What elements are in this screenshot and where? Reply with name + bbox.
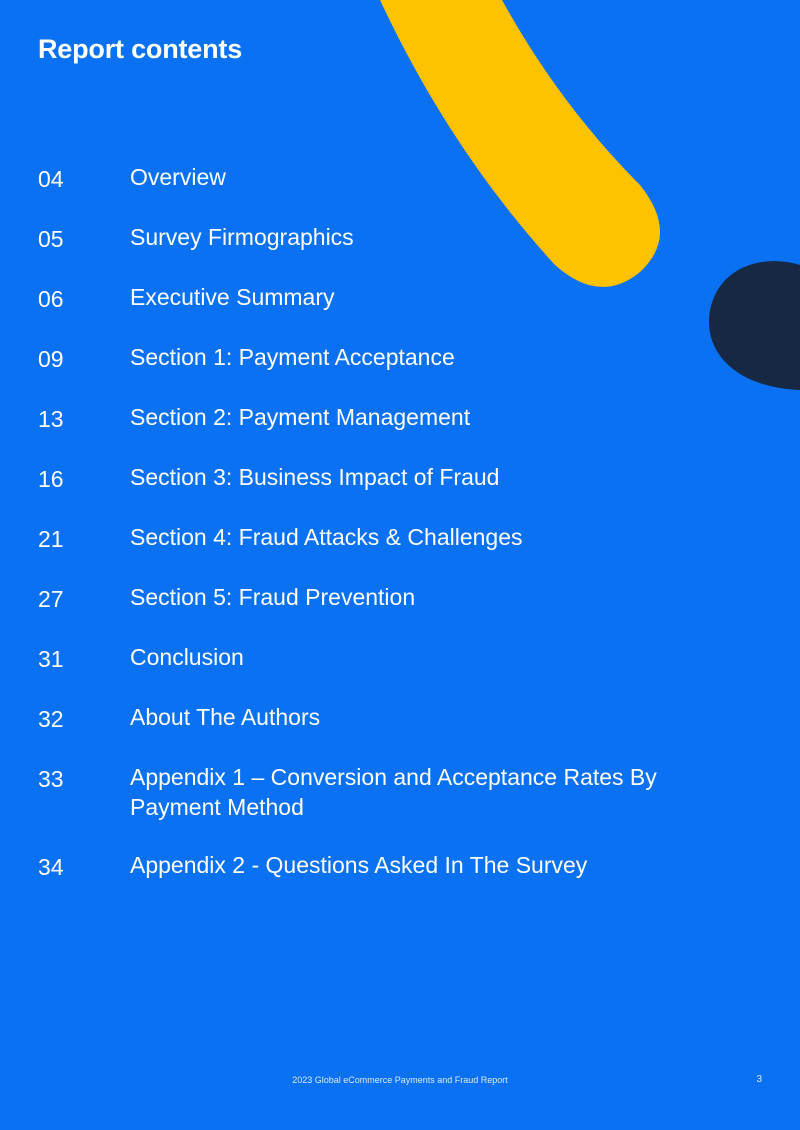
toc-page-number: 04 — [38, 166, 64, 192]
toc-title: About The Authors — [130, 704, 321, 730]
footer-page-number: 3 — [756, 1074, 762, 1085]
toc-title: Section 2: Payment Management — [130, 404, 471, 430]
toc-page-number: 34 — [38, 854, 64, 880]
toc-entry-appendix-1[interactable] — [38, 762, 678, 822]
toc-page-number: 05 — [38, 226, 64, 252]
toc-title: Overview — [130, 164, 226, 190]
toc-title: Section 3: Business Impact of Fraud — [130, 464, 500, 490]
toc-page-number: 06 — [38, 286, 64, 312]
toc-entry-section-5[interactable] — [38, 582, 678, 614]
toc-title: Section 4: Fraud Attacks & Challenges — [130, 524, 523, 550]
toc-page-number: 33 — [38, 766, 64, 792]
toc-entry-about-authors[interactable] — [38, 702, 678, 734]
toc-title: Survey Firmographics — [130, 224, 354, 250]
toc-entry-section-4[interactable] — [38, 522, 678, 554]
page-title: Report contents — [38, 34, 243, 64]
toc-title: Section 5: Fraud Prevention — [130, 584, 416, 610]
toc-entry-survey-firmographics[interactable] — [38, 222, 678, 254]
toc-title: Appendix 1 – Conversion and Acceptance Rates By Payment Method — [130, 764, 657, 820]
toc-page-number: 27 — [38, 586, 64, 612]
table-of-contents — [38, 162, 678, 910]
toc-page-number: 09 — [38, 346, 64, 372]
toc-title: Executive Summary — [130, 284, 335, 310]
toc-entry-section-2[interactable] — [38, 402, 678, 434]
toc-page-number: 13 — [38, 406, 64, 432]
toc-entry-section-1[interactable] — [38, 342, 678, 374]
navy-circle-shape — [709, 261, 800, 390]
toc-entry-executive-summary[interactable] — [38, 282, 678, 314]
toc-page-number: 31 — [38, 646, 64, 672]
toc-title: Section 1: Payment Acceptance — [130, 344, 455, 370]
toc-page-number: 21 — [38, 526, 64, 552]
toc-entry-appendix-2[interactable] — [38, 850, 678, 882]
toc-page-number: 16 — [38, 466, 64, 492]
toc-entry-conclusion[interactable] — [38, 642, 678, 674]
toc-entry-section-3[interactable] — [38, 462, 678, 494]
toc-title: Appendix 2 - Questions Asked In The Survey — [130, 852, 588, 878]
toc-title: Conclusion — [130, 644, 244, 670]
toc-page-number: 32 — [38, 706, 64, 732]
footer-report-title: 2023 Global eCommerce Payments and Fraud Report — [292, 1075, 508, 1085]
toc-entry-overview[interactable] — [38, 162, 678, 194]
